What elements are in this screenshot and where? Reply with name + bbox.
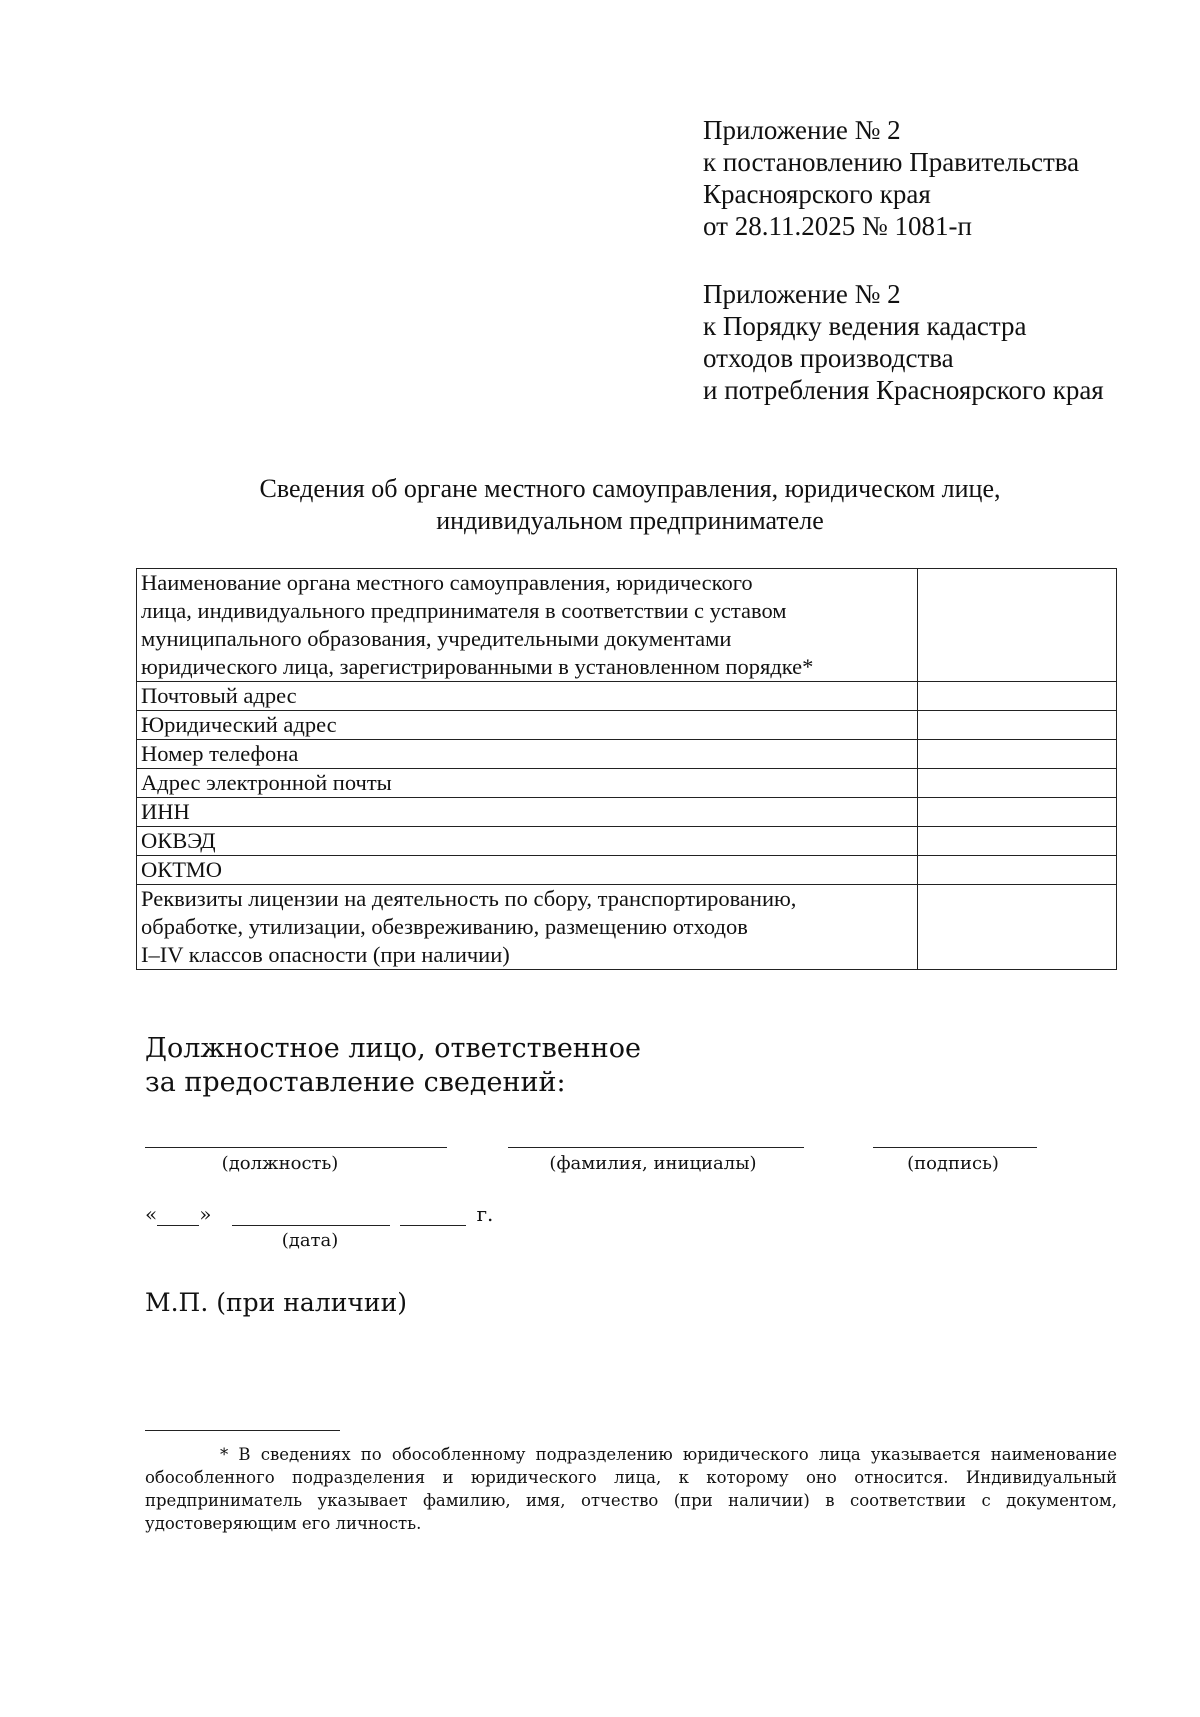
table-row bbox=[137, 740, 1117, 769]
table-label-cell bbox=[137, 740, 918, 769]
table-value-cell[interactable] bbox=[917, 827, 1116, 856]
table-label-line: ОКТМО bbox=[141, 857, 222, 882]
table-label-line: ОКВЭД bbox=[141, 828, 216, 853]
table-value-cell[interactable] bbox=[917, 740, 1116, 769]
table-row bbox=[137, 856, 1117, 885]
year-suffix: г. bbox=[476, 1202, 494, 1226]
position-signature-line[interactable] bbox=[145, 1147, 447, 1148]
table-label-line: обработке, утилизации, обезвреживанию, размещению отходов bbox=[141, 914, 748, 939]
appendix-block-resolution bbox=[703, 114, 1079, 242]
month-blank-line[interactable] bbox=[232, 1205, 390, 1226]
document-title bbox=[130, 473, 1130, 537]
table-row bbox=[137, 885, 1117, 970]
table-value-cell[interactable] bbox=[917, 682, 1116, 711]
appendix-reference: к Порядку ведения кадастра bbox=[703, 311, 1027, 341]
table-label-line: ИНН bbox=[141, 799, 190, 824]
day-blank-line[interactable] bbox=[157, 1205, 199, 1226]
appendix-subject: отходов производства bbox=[703, 343, 954, 373]
signature-line[interactable] bbox=[873, 1147, 1037, 1148]
table-label-cell bbox=[137, 856, 918, 885]
appendix-title: Приложение № 2 bbox=[703, 279, 901, 309]
year-blank-line[interactable] bbox=[400, 1205, 466, 1226]
date-open-quote: « bbox=[145, 1202, 158, 1226]
appendix-reference: к постановлению Правительства bbox=[703, 147, 1080, 177]
appendix-region: Красноярского края bbox=[703, 179, 931, 209]
table-value-cell[interactable] bbox=[917, 798, 1116, 827]
appendix-title: Приложение № 2 bbox=[703, 115, 901, 145]
table-label-cell bbox=[137, 682, 918, 711]
responsible-official-line-1: Должностное лицо, ответственное bbox=[145, 1033, 642, 1064]
table-label-cell bbox=[137, 827, 918, 856]
table-label-line: Юридический адрес bbox=[141, 712, 337, 737]
table-row bbox=[137, 769, 1117, 798]
responsible-official-heading bbox=[145, 1032, 641, 1100]
table-label-line: Номер телефона bbox=[141, 741, 299, 766]
name-signature-line[interactable] bbox=[508, 1147, 804, 1148]
document-title-line-1: Сведения об органе местного самоуправления, юридическом лице, bbox=[259, 474, 1001, 503]
footnote-text: * В сведениях по обособленному подразделению юридического лица указывается наименование обособленного подразделения и юридического лица, к которому оно относится. Индивидуальный предприниматель указывает фамилию, имя, отчество (при наличии) в соответствии с документом, удостоверяющим его личность. bbox=[145, 1445, 1117, 1533]
table-label-cell bbox=[137, 798, 918, 827]
table-label-cell bbox=[137, 769, 918, 798]
table-label-line: Реквизиты лицензии на деятельность по сбору, транспортированию, bbox=[141, 886, 797, 911]
appendix-block-procedure bbox=[703, 278, 1104, 406]
table-label-cell bbox=[137, 711, 918, 740]
seal-placeholder: М.П. (при наличии) bbox=[145, 1288, 407, 1317]
appendix-date-number: от 28.11.2025 № 1081-п bbox=[703, 211, 972, 241]
table-value-cell[interactable] bbox=[917, 856, 1116, 885]
table-value-cell[interactable] bbox=[917, 885, 1116, 970]
information-table bbox=[136, 568, 1117, 970]
table-value-cell[interactable] bbox=[917, 569, 1116, 682]
date-row bbox=[145, 1202, 493, 1226]
table-value-cell[interactable] bbox=[917, 711, 1116, 740]
table-label-line: юридического лица, зарегистрированными в установленном порядке* bbox=[141, 654, 814, 679]
signature-caption: (подпись) bbox=[907, 1153, 999, 1174]
table-value-cell[interactable] bbox=[917, 769, 1116, 798]
table-label-line: Наименование органа местного самоуправления, юридического bbox=[141, 570, 753, 595]
date-caption: (дата) bbox=[281, 1230, 339, 1251]
table-row bbox=[137, 569, 1117, 682]
table-label-line: муниципального образования, учредительными документами bbox=[141, 626, 732, 651]
table-label-line: лица, индивидуального предпринимателя в соответствии с уставом bbox=[141, 598, 787, 623]
table-row bbox=[137, 682, 1117, 711]
table-label-line: Почтовый адрес bbox=[141, 683, 297, 708]
table-row bbox=[137, 798, 1117, 827]
table-row bbox=[137, 827, 1117, 856]
table-label-line: I–IV классов опасности (при наличии) bbox=[141, 942, 510, 967]
table-label-cell bbox=[137, 885, 918, 970]
footnote-separator bbox=[145, 1430, 340, 1431]
position-caption: (должность) bbox=[221, 1153, 339, 1174]
name-caption: (фамилия, инициалы) bbox=[549, 1153, 757, 1174]
table-label-cell bbox=[137, 569, 918, 682]
table-row bbox=[137, 711, 1117, 740]
table-label-line: Адрес электронной почты bbox=[141, 770, 392, 795]
responsible-official-line-2: за предоставление сведений: bbox=[145, 1067, 566, 1098]
date-close-quote: » bbox=[199, 1202, 212, 1226]
document-title-line-2: индивидуальном предпринимателе bbox=[436, 506, 824, 535]
appendix-subject-region: и потребления Красноярского края bbox=[703, 375, 1104, 405]
